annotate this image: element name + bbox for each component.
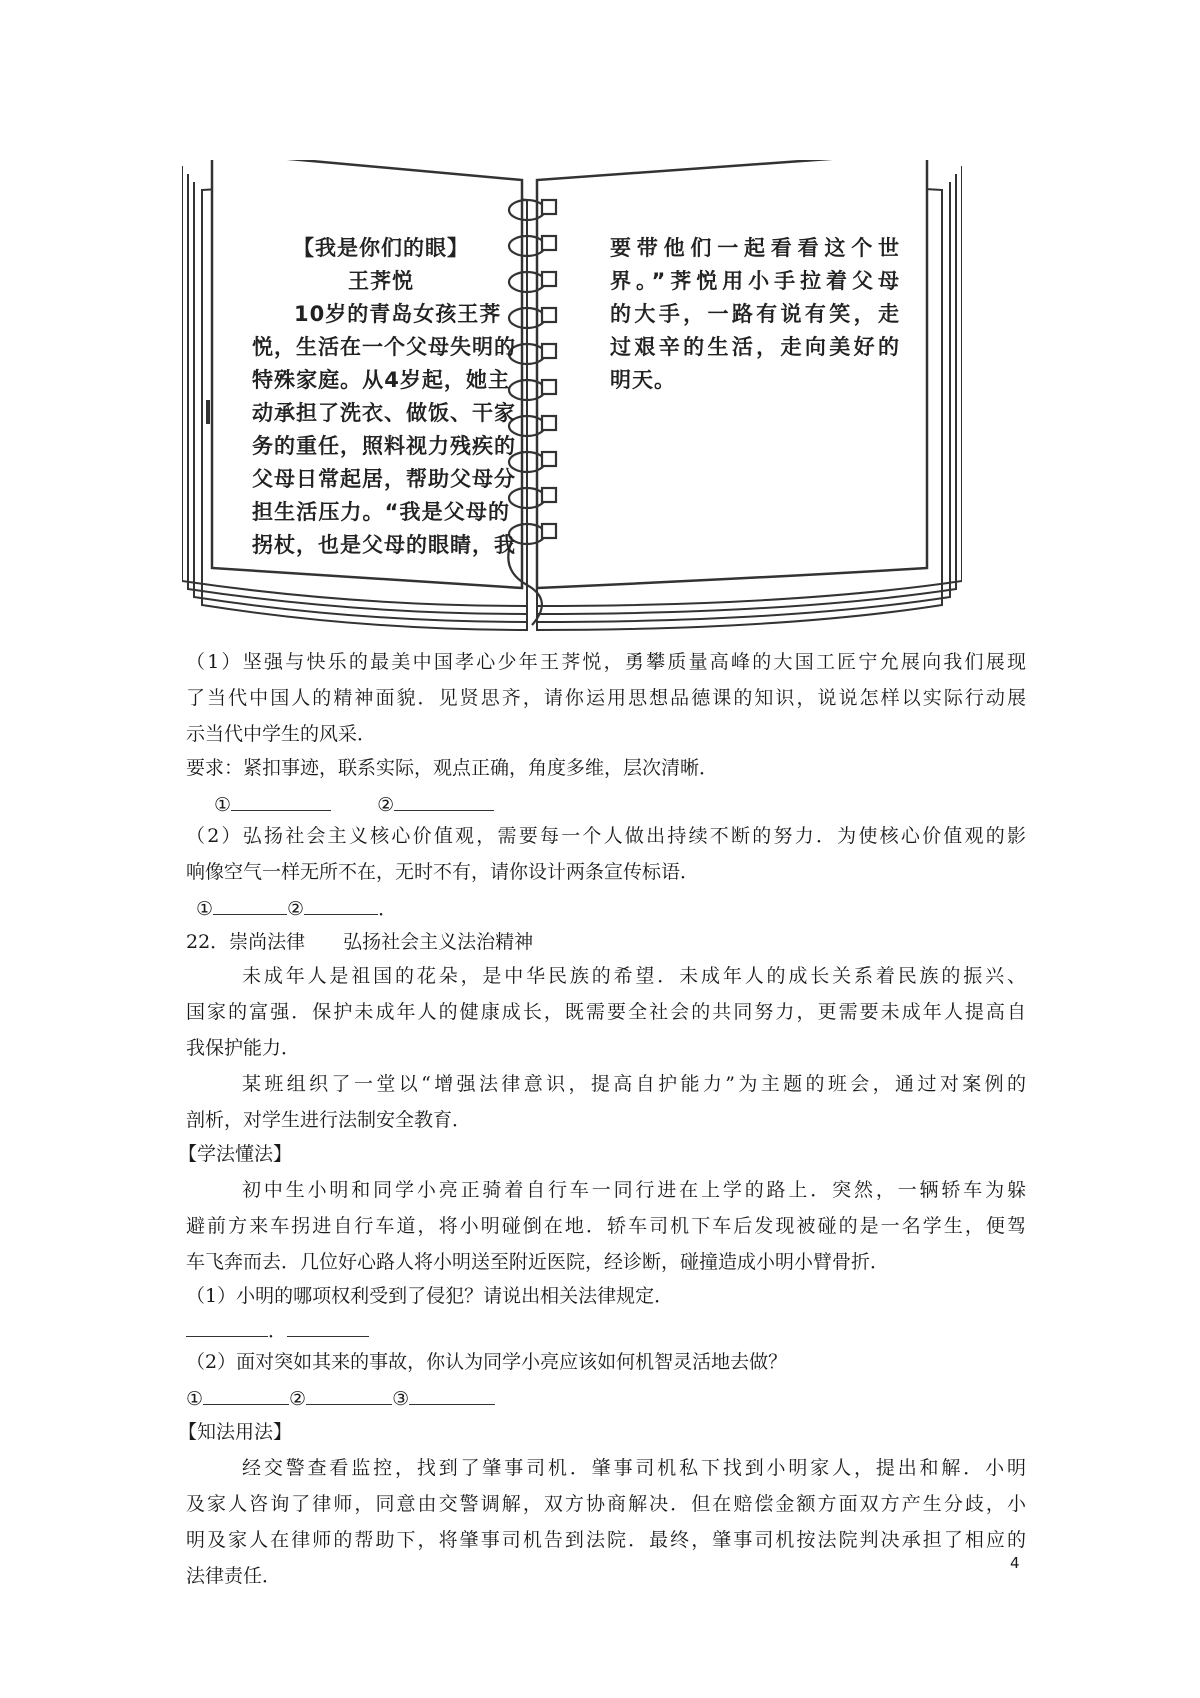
q22-heading: 22．崇尚法律 弘扬社会主义法治精神: [186, 931, 534, 953]
case1-line: 车飞奔而去．几位好心路人将小明送至附近医院，经诊断，碰撞造成小明小臂骨折．: [186, 1251, 890, 1273]
q22-sub2-c-blank[interactable]: [409, 1384, 495, 1405]
q2-answer-2-label: ②: [287, 898, 305, 920]
story-line: 10岁的青岛女孩王荠: [294, 302, 502, 326]
section-title-learn-law: 【学法懂法】: [178, 1143, 293, 1165]
story-line: 担生活压力。“我是父母的: [252, 500, 510, 524]
notebook-illustration: [182, 160, 962, 635]
q22-sub1-blank-2[interactable]: [287, 1316, 369, 1337]
story-title: 【我是你们的眼】: [293, 236, 469, 260]
case2-line: 法律责任．: [186, 1565, 282, 1587]
q1-answer-2-label: ②: [377, 794, 395, 816]
q2-line: 响像空气一样无所不在，无时不有，请你设计两条宣传标语．: [186, 861, 700, 883]
story-line: 务的重任，照料视力残疾的: [252, 434, 516, 458]
story-line: 要带他们一起看看这个世: [610, 236, 900, 260]
q22-class-line: 剖析，对学生进行法制安全教育．: [186, 1109, 472, 1131]
q1-line: 了当代中国人的精神面貌．见贤思齐，请你运用思想品德课的知识，说说怎样以实际行动展: [186, 687, 1026, 709]
page-number: 4: [1010, 1554, 1020, 1572]
story-line: 拐杖，也是父母的眼睛，我: [252, 533, 516, 557]
case1-line: 避前方来车拐进自行车道，将小明碰倒在地．轿车司机下车后发现被碰的是一名学生，便驾: [186, 1215, 1026, 1237]
q22-sub2-b-label: ②: [289, 1388, 307, 1410]
q1-answer-2-blank[interactable]: [394, 790, 494, 811]
story-line: 的大手，一路有说有笑，走: [610, 302, 900, 326]
q22-intro-line: 未成年人是祖国的花朵，是中华民族的希望．未成年人的成长关系着民族的振兴、: [242, 965, 1026, 987]
q22-sub1-separator: ．: [268, 1320, 288, 1342]
q22-sub2-answer-row: [186, 1384, 495, 1413]
notebook-right-page: [610, 232, 900, 397]
q22-sub1: （1）小明的哪项权利受到了侵犯？请说出相关法律规定．: [186, 1285, 674, 1307]
q2-end-mark: ．: [378, 898, 398, 920]
q22-intro-line: 国家的富强．保护未成年人的健康成长，既需要全社会的共同努力，更需要未成年人提高自: [186, 1001, 1026, 1023]
q1-line: （1）坚强与快乐的最美中国孝心少年王荠悦，勇攀质量高峰的大国工匠宁允展向我们展现: [186, 651, 1026, 673]
story-line: 父母日常起居，帮助父母分: [252, 467, 516, 491]
q22-class-line: 某班组织了一堂以“增强法律意识，提高自护能力”为主题的班会，通过对案例的: [242, 1073, 1026, 1095]
q22-sub2: （2）面对突如其来的事故，你认为同学小亮应该如何机智灵活地去做？: [186, 1351, 788, 1373]
story-line: 特殊家庭。从4岁起，她主: [252, 368, 510, 392]
story-author: 王荠悦: [348, 269, 414, 293]
q1-answer-row: [214, 790, 494, 819]
story-line: 明天。: [610, 368, 676, 392]
q2-answer-row: [196, 894, 397, 923]
q22-sub2-c-label: ③: [392, 1388, 410, 1410]
case2-line: 及家人咨询了律师，同意由交警调解，双方协商解决．但在赔偿金额方面双方产生分歧，小: [186, 1493, 1026, 1515]
story-line: 动承担了洗衣、做饭、干家: [252, 401, 516, 425]
q2-answer-1-label: ①: [196, 898, 214, 920]
q22-sub1-answer-row: [186, 1316, 369, 1345]
q1-line: 示当代中学生的风采．: [186, 723, 377, 745]
section-title-use-law: 【知法用法】: [178, 1421, 293, 1443]
q1-requirement: 要求：紧扣事迹，联系实际，观点正确，角度多维，层次清晰．: [186, 757, 719, 779]
q1-answer-1-label: ①: [214, 794, 232, 816]
q1-answer-1-blank[interactable]: [231, 790, 331, 811]
q22-intro-line: 我保护能力．: [186, 1037, 301, 1059]
q2-line: （2）弘扬社会主义核心价值观，需要每一个人做出持续不断的努力．为使核心价值观的影: [186, 825, 1026, 847]
q22-sub2-b-blank[interactable]: [306, 1384, 392, 1405]
case2-line: 明及家人在律师的帮助下，将肇事司机告到法院．最终，肇事司机按法院判决承担了相应的: [186, 1529, 1026, 1551]
case1-line: 初中生小明和同学小亮正骑着自行车一同行进在上学的路上．突然，一辆轿车为躲: [242, 1179, 1026, 1201]
story-line: 界。”荠悦用小手拉着父母: [610, 269, 900, 293]
q2-answer-1-blank[interactable]: [213, 894, 287, 915]
notebook-left-page: [252, 232, 516, 562]
q22-sub2-a-label: ①: [186, 1388, 204, 1410]
q22-sub1-blank-1[interactable]: [186, 1316, 268, 1337]
q22-sub2-a-blank[interactable]: [203, 1384, 289, 1405]
story-line: 悦，生活在一个父母失明的: [252, 335, 516, 359]
case2-line: 经交警查看监控，找到了肇事司机．肇事司机私下找到小明家人，提出和解．小明: [242, 1457, 1026, 1479]
q2-answer-2-blank[interactable]: [304, 894, 378, 915]
story-line: 过艰辛的生活，走向美好的: [610, 335, 900, 359]
